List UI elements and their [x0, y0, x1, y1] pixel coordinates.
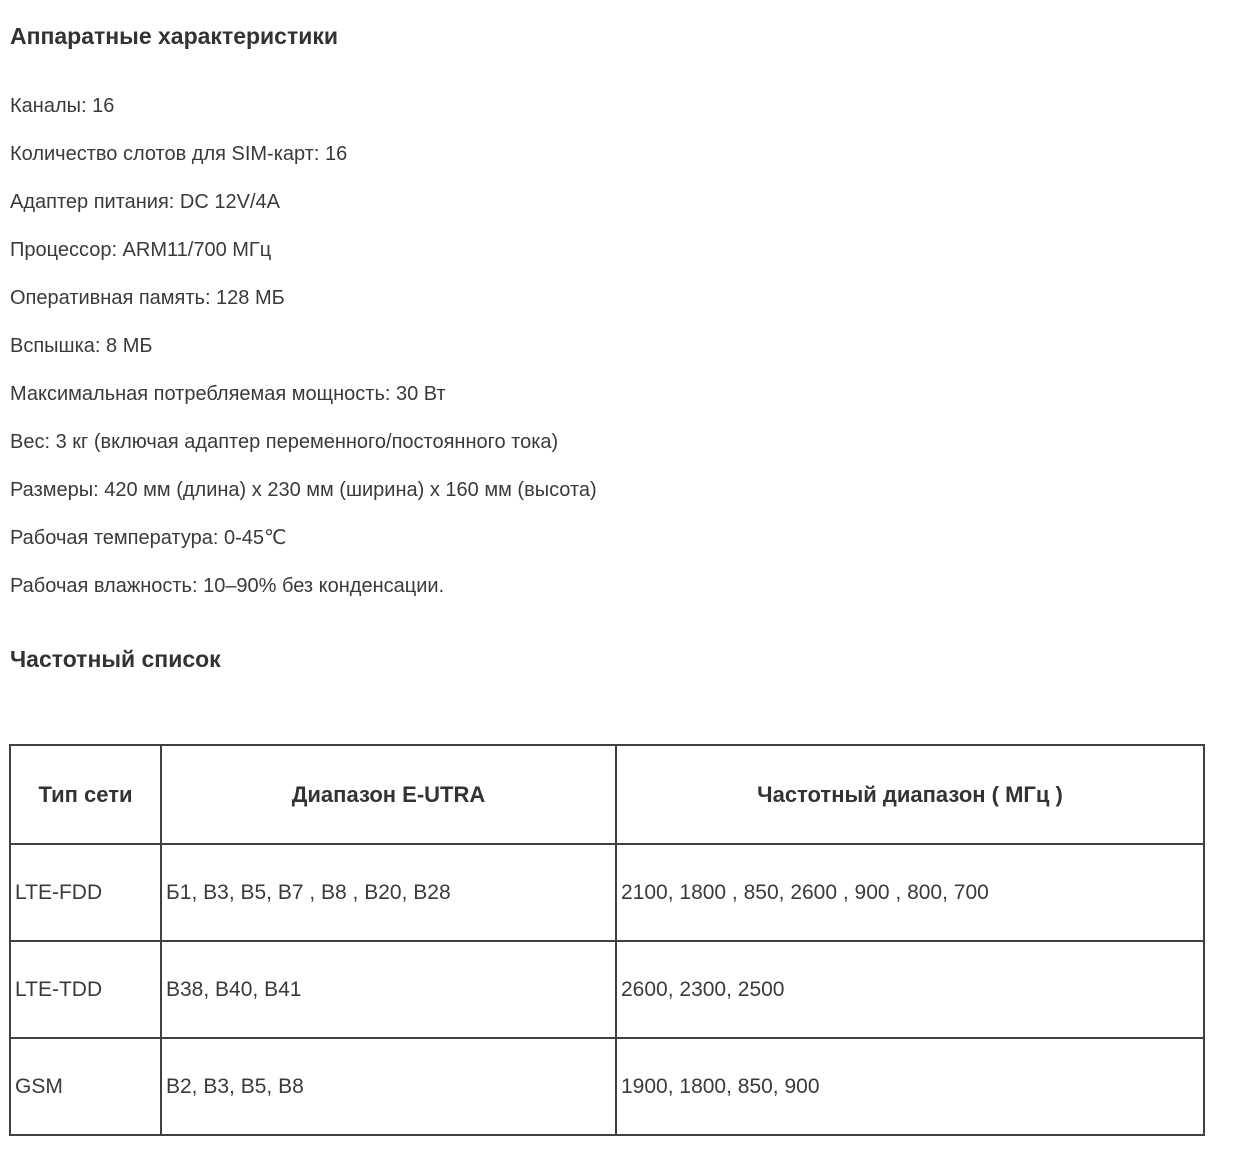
- frequency-table: [9, 744, 1205, 1136]
- cell-eutra-band: B2, B3, B5, B8: [161, 1038, 616, 1135]
- cell-network-type: GSM: [10, 1038, 161, 1135]
- cell-frequency-range: 1900, 1800, 850, 900: [616, 1038, 1204, 1135]
- table-row-lte-fdd: [10, 844, 1204, 941]
- cell-eutra-band: Б1, B3, B5, B7 , B8 , B20, B28: [161, 844, 616, 941]
- spec-line-processor: Процессор: ARM11/700 МГц: [10, 239, 272, 261]
- table-header-row: [10, 745, 1204, 844]
- table-row-gsm: [10, 1038, 1204, 1135]
- cell-frequency-range: 2600, 2300, 2500: [616, 941, 1204, 1038]
- cell-frequency-range: 2100, 1800 , 850, 2600 , 900 , 800, 700: [616, 844, 1204, 941]
- column-header-frequency-range: Частотный диапазон ( МГц ): [616, 745, 1204, 844]
- frequency-section-title: Частотный список: [10, 646, 221, 672]
- spec-line-flash: Вспышка: 8 МБ: [10, 335, 153, 357]
- spec-line-ram: Оперативная память: 128 МБ: [10, 287, 285, 309]
- spec-line-channels: Каналы: 16: [10, 95, 115, 117]
- spec-line-sim-slots: Количество слотов для SIM-карт: 16: [10, 143, 348, 165]
- spec-line-dimensions: Размеры: 420 мм (длина) x 230 мм (ширина) x 160 мм (высота): [10, 479, 597, 501]
- cell-eutra-band: B38, B40, B41: [161, 941, 616, 1038]
- spec-line-humidity: Рабочая влажность: 10–90% без конденсации.: [10, 575, 445, 597]
- column-header-network-type: Тип сети: [10, 745, 161, 844]
- cell-network-type: LTE-FDD: [10, 844, 161, 941]
- spec-line-weight: Вес: 3 кг (включая адаптер переменного/постоянного тока): [10, 431, 559, 453]
- spec-line-power-adapter: Адаптер питания: DC 12V/4A: [10, 191, 280, 213]
- spec-line-temperature: Рабочая температура: 0-45℃: [10, 527, 287, 549]
- table-row-lte-tdd: [10, 941, 1204, 1038]
- hardware-section-title: Аппаратные характеристики: [10, 23, 339, 49]
- column-header-eutra-band: Диапазон E-UTRA: [161, 745, 616, 844]
- spec-line-max-power: Максимальная потребляемая мощность: 30 Вт: [10, 383, 446, 405]
- cell-network-type: LTE-TDD: [10, 941, 161, 1038]
